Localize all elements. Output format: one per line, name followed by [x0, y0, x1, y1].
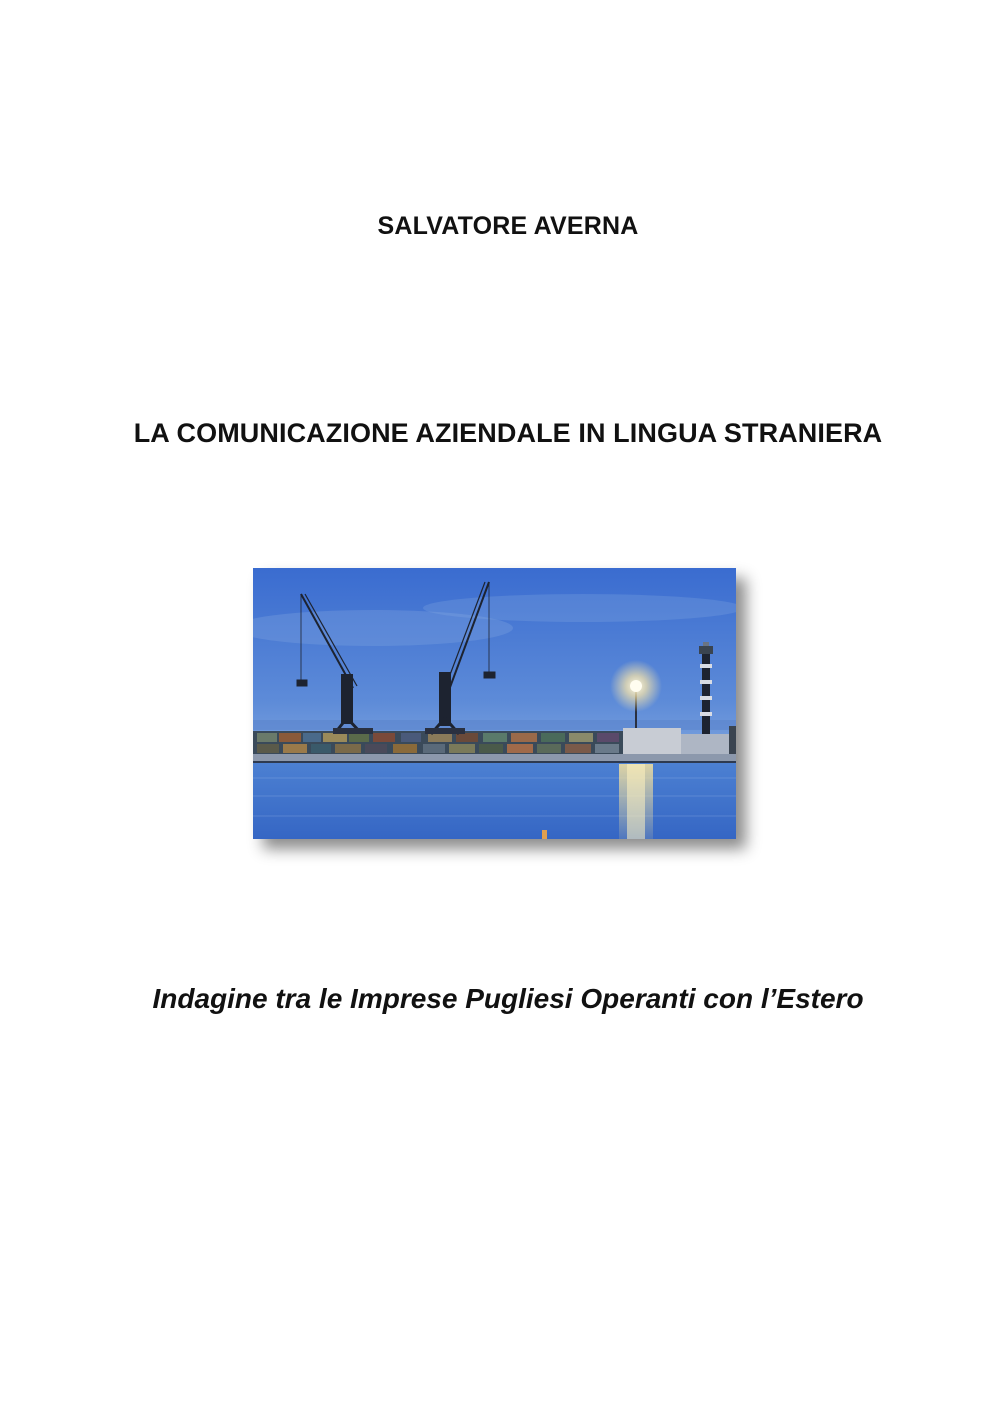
harbor-photo-illustration [253, 568, 736, 839]
buoy [542, 830, 547, 839]
author-name: SALVATORE AVERNA [377, 212, 639, 240]
document-title: LA COMUNICAZIONE AZIENDALE IN LINGUA STRANIERA [133, 418, 883, 448]
quay [253, 754, 736, 762]
harbor-cranes-photo [253, 568, 736, 839]
lamp-reflection [619, 764, 653, 839]
sea [253, 763, 736, 839]
document-subtitle: Indagine tra le Imprese Pugliesi Operanti con l’Estero [152, 983, 864, 1014]
